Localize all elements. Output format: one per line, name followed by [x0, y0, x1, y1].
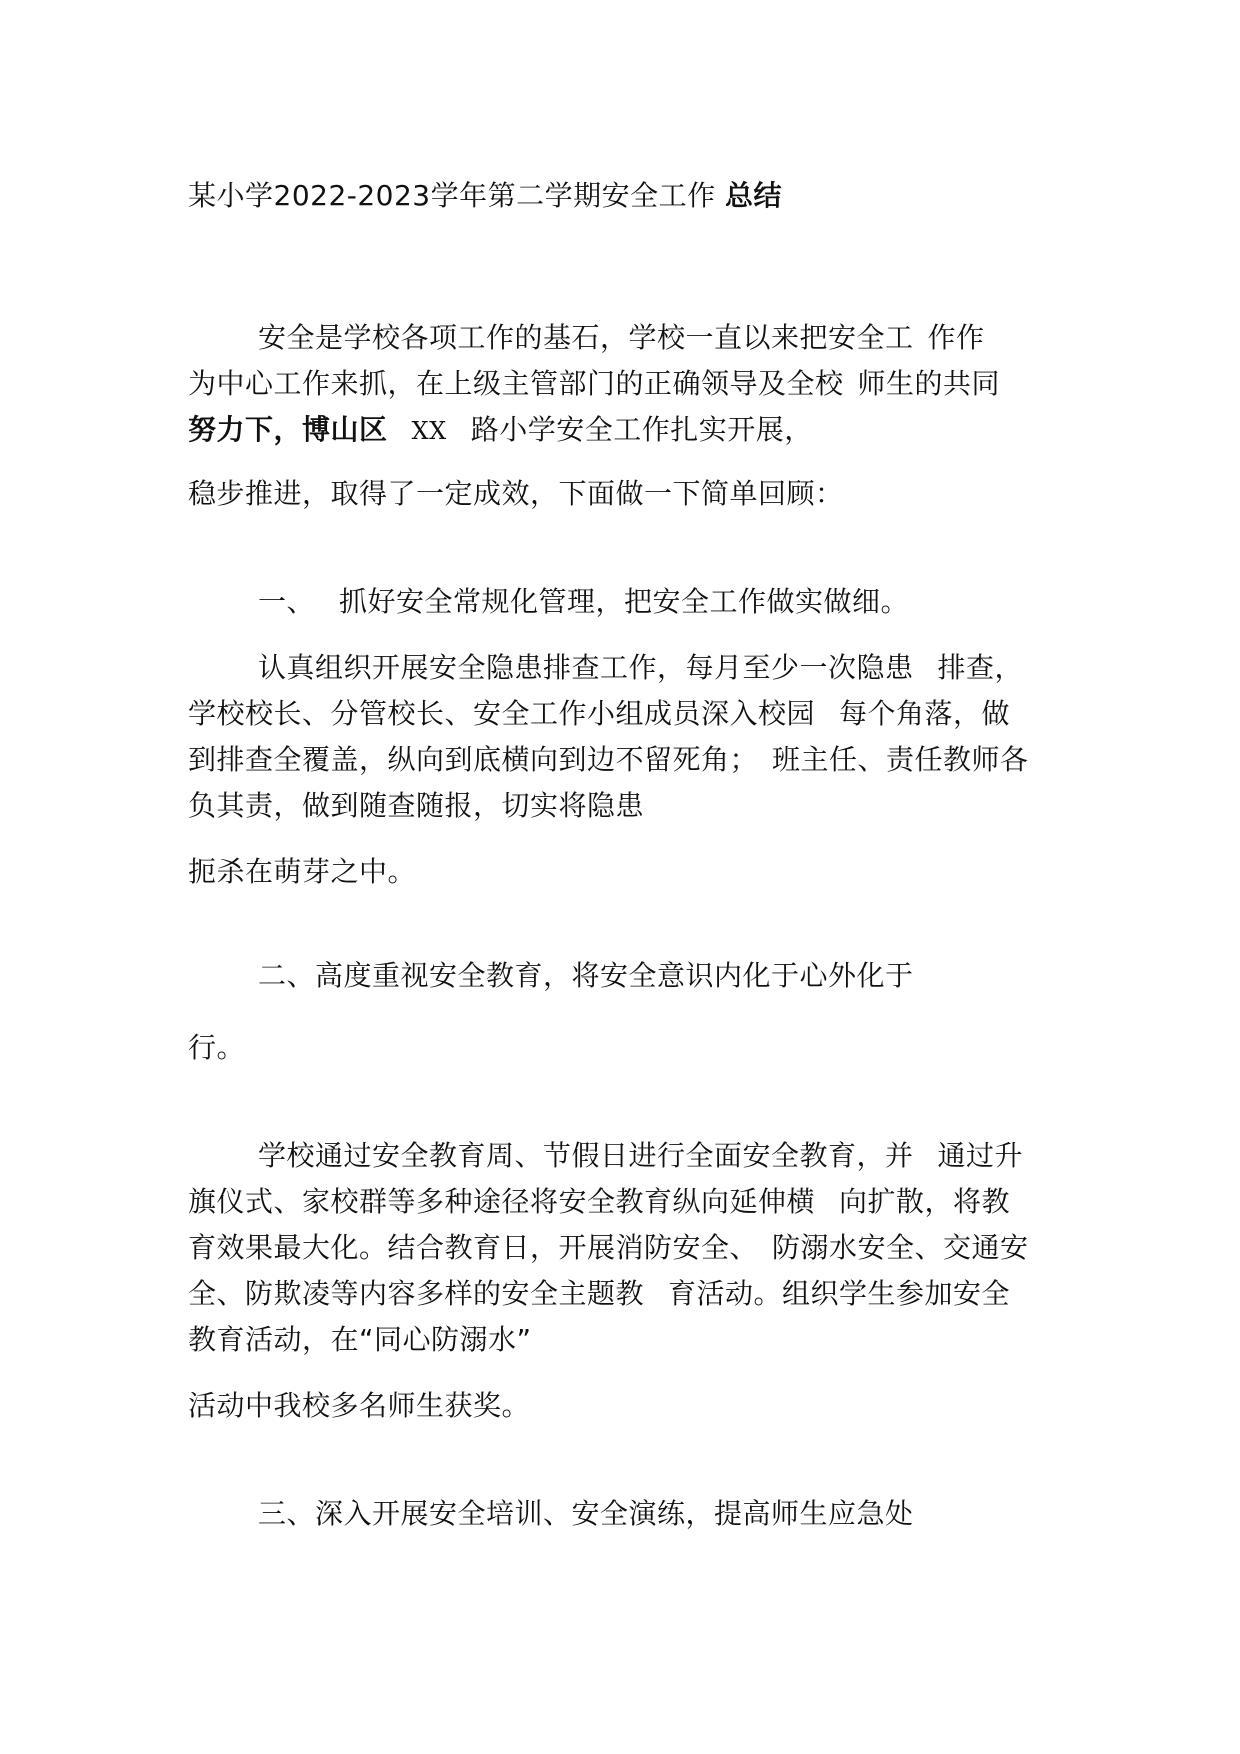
text-segment: 师生的共同: [857, 367, 1001, 400]
section1-line-5: 扼杀在萌芽之中。: [188, 855, 417, 888]
text-segment: 通过升: [937, 1139, 1024, 1172]
text-segment: 排查，: [937, 651, 1024, 684]
text-segment: 旗仪式、家校群等多种途径将安全教育纵向延伸横: [188, 1185, 816, 1218]
text-segment: 育效果最大化。结合教育日，开展消防安全、: [188, 1231, 759, 1264]
title-main: 某小学2022-2023学年第二学期安全工作: [188, 179, 716, 212]
heading-text: 抓好安全常规化管理，把安全工作做实做细。: [339, 585, 910, 618]
intro-line-2: [188, 364, 1000, 404]
text-segment: 学校通过安全教育周、节假日进行全面安全教育，并: [258, 1139, 914, 1172]
section2-line-2: [188, 1182, 1010, 1222]
document-title: [188, 176, 782, 216]
text-segment: 育活动。组织学生参加安全: [668, 1277, 1011, 1310]
section2-line-3: [188, 1228, 1029, 1268]
section1-heading: [258, 582, 909, 622]
title-emphasis: 总结: [725, 179, 783, 212]
text-segment: 班主任、责任教师各: [772, 743, 1029, 776]
text-segment: 向扩散，将教: [839, 1185, 1011, 1218]
text-segment: 努力下，博山区: [188, 413, 388, 446]
section2-heading: 二、高度重视安全教育，将安全意识内化于心外化于: [258, 959, 914, 992]
text-segment: 全、防欺凌等内容多样的安全主题教: [188, 1277, 645, 1310]
section2-line-4: [188, 1274, 1010, 1314]
section2-line-1: [258, 1136, 1023, 1176]
text-segment: 路小学安全工作扎实开展，: [470, 413, 813, 446]
text-segment: 到排查全覆盖，纵向到底横向到边不留死角；: [188, 743, 759, 776]
section1-line-1: [258, 648, 1023, 688]
text-segment: 每个角落，做: [839, 697, 1011, 730]
section2-heading-cont: 行。: [188, 1031, 246, 1064]
heading-number: 一、: [258, 585, 316, 618]
intro-line-4: 稳步推进，取得了一定成效，下面做一下简单回顾：: [188, 477, 844, 510]
intro-line-3: [188, 410, 813, 451]
text-segment: 作作: [927, 321, 985, 354]
section3-heading: 三、深入开展安全培训、安全演练，提高师生应急处: [258, 1497, 914, 1530]
intro-line-1: [258, 318, 985, 358]
text-segment: 防溺水安全、交通安: [772, 1231, 1029, 1264]
section1-line-3: [188, 740, 1029, 780]
section1-line-4: 负其责，做到随查随报，切实将隐患: [188, 789, 645, 822]
text-segment: 为中心工作来抓，在上级主管部门的正确领导及全校: [188, 367, 844, 400]
text-segment: 认真组织开展安全隐患排查工作，每月至少一次隐患: [258, 651, 914, 684]
text-segment: 安全是学校各项工作的基石，学校一直以来把安全工: [258, 321, 914, 354]
section2-line-5: 教育活动，在“同心防溺水”: [188, 1323, 532, 1356]
section2-line-6: 活动中我校多名师生获奖。: [188, 1389, 531, 1422]
text-segment: XX: [411, 417, 447, 445]
section1-line-2: [188, 694, 1010, 734]
text-segment: 学校校长、分管校长、安全工作小组成员深入校园: [188, 697, 816, 730]
